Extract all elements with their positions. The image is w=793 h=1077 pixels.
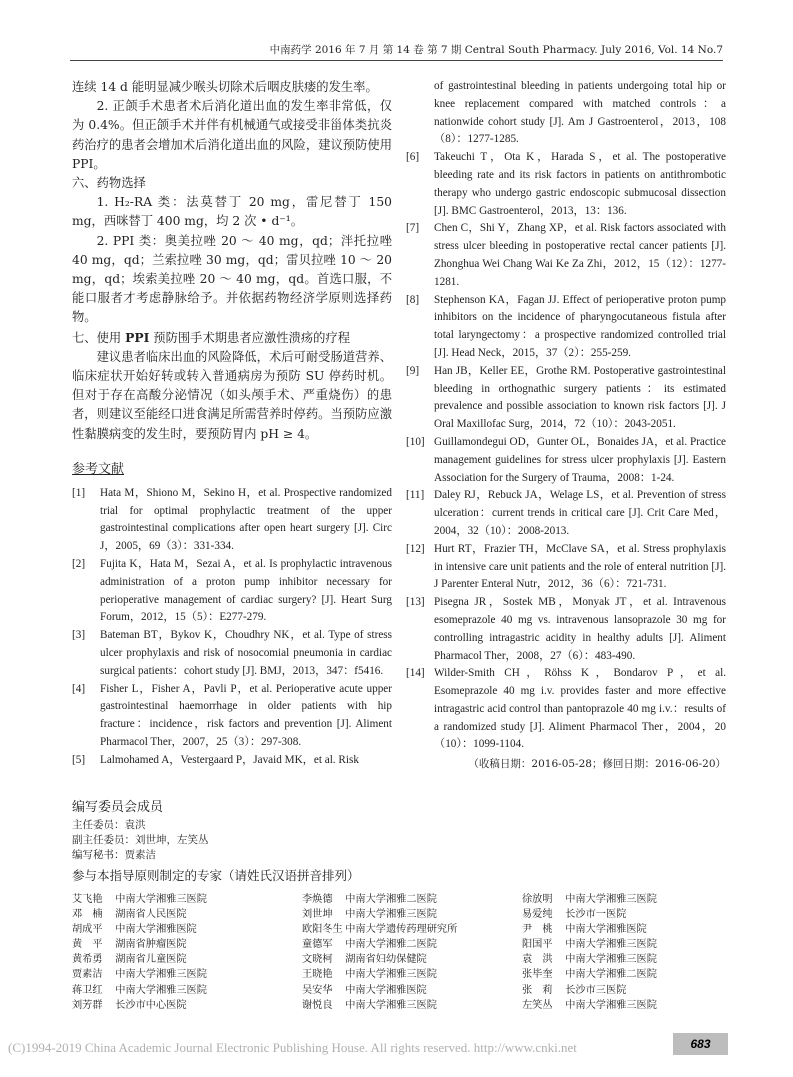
expert-entry [72, 983, 302, 998]
expert-entry [302, 967, 522, 982]
expert-name: 蒋卫红 [72, 984, 103, 996]
experts-title: 参与本指导原则制定的专家（请姓氏汉语拼音排列） [72, 868, 360, 883]
expert-organization: 湖南省人民医院 [115, 909, 187, 921]
expert-name: 左笑丛 [522, 999, 553, 1011]
reference-text: Fujita K，Hata M，Sezai A，et al. Is prophylactic intravenous administration of a proton pump inhibitor necessary for perioperative management of cardiac surgery? [J]. Heart Surg Forum，2012，15（5）：E277-279. [100, 558, 392, 624]
reference-item [72, 556, 392, 627]
editor-chair: 主任委员：袁洪 [72, 819, 146, 831]
experts-grid [72, 892, 732, 1013]
expert-entry [522, 983, 722, 998]
section-7-post: 预防围手术期患者应激性溃疡的疗程 [149, 330, 351, 345]
reference-text: Fisher L，Fisher A，Pavli P，et al. Perioperative acute upper gastrointestinal haemorrhage in older patients with hip fracture：incidence，risk factors and prevention [J]. Aliment Pharmacol Ther，2007，25（3）：297-308. [100, 682, 392, 749]
page-number: 683 [673, 1033, 728, 1055]
reference-item [406, 434, 726, 487]
expert-name: 刘世坤 [302, 909, 333, 921]
reference-text: Chen C，Shi Y，Zhang XP，et al. Risk factors associated with stress ulcer bleeding in postoperative rectal cancer patients [J]. Zhonghua Wei Chang Wai Ke Za Zhi，2012，15（12）：1277-1281. [434, 222, 726, 288]
reference-item [406, 541, 726, 594]
reference-number: [10] [406, 435, 425, 448]
expert-entry [522, 922, 722, 937]
paragraph-2: 2. 正颌手术患者术后消化道出血的发生率非常低，仅为 0.4%。但正颌手术并伴有机械通气或接受非甾体类抗炎药治疗的患者会增加术后消化道出血的风险，建议预防使用 PPI。 [72, 99, 392, 171]
editor-vice: 副主任委员：刘世坤，左笑丛 [72, 834, 209, 846]
expert-organization: 中南大学湘雅三医院 [565, 894, 657, 905]
reference-number: [14] [406, 667, 425, 680]
reference-text: of gastrointestinal bleeding in patients undergoing total hip or knee replacement compared with matched controls：a nationwide cohort study [J]. Am J Gastroenterol，2013，108（8）：1277-1285. [434, 80, 726, 146]
expert-entry [72, 952, 302, 967]
expert-organization: 中南大学湘雅三医院 [565, 954, 657, 966]
expert-name: 童德军 [302, 939, 333, 951]
expert-entry [522, 952, 722, 967]
reference-text: Bateman BT，Bykov K，Choudhry NK，et al. Type of stress ulcer prophylaxis and risk of nosocomial pneumonia in cardiac surgical patients：cohort study [J]. BMJ，2013，347：f5416. [100, 629, 392, 677]
reference-number: [1] [72, 486, 86, 499]
expert-entry [522, 937, 722, 952]
editorial-title: 编写委员会成员 [72, 800, 164, 815]
expert-entry [522, 907, 722, 922]
expert-name: 刘芳群 [72, 999, 103, 1011]
expert-organization: 湖南省肿瘤医院 [115, 939, 187, 951]
reference-item [406, 220, 726, 291]
reference-text: Wilder-Smith CH，Röhss K，Bondarov P，et al. Esomeprazole 40 mg i.v. provides faster and more effective intragastric acid control than pantoprazole 40 mg i.v.：results of a randomized study [J]. Aliment Pharmacol Ther，2004，20（10）：1099-1104. [434, 667, 726, 751]
running-header: 中南药学 2016 年 7 月 第 14 卷 第 7 期 Central South Pharmacy. July 2016, Vol. 14 No.7 [269, 44, 723, 56]
expert-organization: 中南大学湘雅三医院 [115, 894, 207, 905]
expert-organization: 中南大学湘雅三医院 [565, 939, 657, 951]
references-title: 参考文献 [72, 461, 125, 477]
expert-name: 黄希勇 [72, 954, 103, 966]
reference-item [406, 363, 726, 434]
references-left [72, 485, 392, 770]
editor-secretary: 编写秘书：贾素洁 [72, 849, 156, 861]
expert-entry [522, 892, 722, 907]
expert-name: 胡成平 [72, 924, 103, 936]
reference-text: Takeuchi T，Ota K，Harada S，et al. The postoperative bleeding rate and its risk factors in patients on antithrombotic therapy who undergo gastric endoscopic submucosal dissection [J]. BMC Gastroenterol，2013，13：136. [434, 151, 726, 217]
expert-entry [522, 998, 722, 1013]
expert-entry [72, 907, 302, 922]
expert-organization: 中南大学湘雅三医院 [115, 984, 207, 996]
expert-entry [72, 937, 302, 952]
reference-text: Han JB，Keller EE，Grothe RM. Postoperative gastrointestinal bleeding in orthognathic surgery patients：its estimated prevalence and possible association to known risk factors [J]. J Oral Maxillofac Surg，2014，72（10）：2043-2051. [434, 364, 726, 431]
section-7-heading [72, 328, 392, 348]
expert-organization: 中南大学湘雅医院 [115, 924, 197, 936]
reference-text: Hurt RT，Frazier TH，McClave SA，et al. Stress prophylaxis in intensive care unit patients and the role of enteral nutrition [J]. J Parenter Enteral Nutr，2012，36（6）：721-731. [434, 542, 726, 591]
expert-name: 阳国平 [522, 939, 553, 951]
expert-name: 文晓柯 [302, 954, 333, 966]
expert-organization: 长沙市一医院 [565, 909, 627, 921]
copyright-footer: (C)1994-2019 China Academic Journal Electronic Publishing House. All rights reserved. http://www.cnki.net [8, 1040, 577, 1055]
reference-item [72, 681, 392, 752]
expert-name: 谢悦良 [302, 999, 333, 1011]
reference-text: Stephenson KA，Fagan JJ. Effect of perioperative proton pump inhibitors on the incidence of pharyngocutaneous fistula after total laryngectomy：a prospective randomized controlled trial [J]. Head Neck，2015，37（2）：255-259. [434, 293, 726, 359]
expert-entry [522, 967, 722, 982]
reference-text: Hata M，Shiono M，Sekino H，et al. Prospective randomized trial for optimal prophylactic treatment of the upper gastrointestinal complications after open heart surgery [J]. Circ J，2005，69（3）：331-334. [100, 486, 392, 553]
expert-organization: 长沙市中心医院 [115, 999, 187, 1011]
expert-organization: 中南大学湘雅医院 [345, 984, 427, 996]
expert-entry [72, 967, 302, 982]
expert-name: 张 莉 [522, 984, 553, 996]
reference-text: Guillamondegui OD，Gunter OL，Bonaides JA，et al. Practice management guidelines for stress ulcer prophylaxis [J]. Eastern Association for the Surgery of Trauma，2008：1-24. [434, 435, 726, 484]
reference-number: [6] [406, 151, 420, 164]
reference-item [406, 594, 726, 665]
expert-organization: 中南大学湘雅三医院 [115, 969, 207, 981]
expert-name: 袁 洪 [522, 954, 553, 966]
expert-entry [302, 907, 522, 922]
expert-entry [302, 937, 522, 952]
expert-organization: 中南大学湘雅二医院 [345, 894, 437, 905]
reference-item [406, 292, 726, 363]
left-column [72, 78, 392, 770]
expert-entry [302, 892, 522, 907]
expert-organization: 中南大学湘雅三医院 [345, 909, 437, 921]
reference-number: [2] [72, 558, 86, 571]
experts-list [72, 866, 732, 1013]
reference-text: Lalmohamed A，Vestergaard P，Javaid MK，et al. Risk [100, 753, 359, 766]
expert-organization: 中南大学湘雅三医院 [565, 999, 657, 1011]
reference-number: [13] [406, 596, 425, 609]
expert-name: 黄 平 [72, 939, 103, 951]
paragraph-4: 2. PPI 类：奥美拉唑 20 ～ 40 mg，qd；泮托拉唑 40 mg，qd；兰索拉唑 30 mg，qd；雷贝拉唑 10 ～ 20 mg，qd；埃索美拉唑 20 ～ 40 mg，qd。首选口服，不能口服者才考虑静脉给予。并依据药物经济学原则选择药物。 [72, 233, 392, 325]
reference-number: [8] [406, 293, 420, 306]
expert-entry [72, 998, 302, 1013]
reference-number: [4] [72, 682, 86, 695]
expert-organization: 中南大学湘雅三医院 [345, 999, 437, 1011]
expert-entry [302, 952, 522, 967]
reference-text: Pisegna JR，Sostek MB，Monyak JT，et al. Intravenous esomeprazole 40 mg vs. intravenous lansoprazole 30 mg for controlling intragastric acidity in healthy adults [J]. Aliment Pharmacol Ther，2008，27（6）：483-490. [434, 596, 726, 662]
expert-name: 王晓艳 [302, 969, 333, 981]
reference-number: [12] [406, 542, 425, 555]
expert-entry [302, 983, 522, 998]
reference-number [406, 78, 434, 149]
paragraph-3: 1. H₂-RA 类：法莫替丁 20 mg，雷尼替丁 150 mg，西咪替丁 400 mg，均 2 次 • d⁻¹。 [72, 195, 392, 229]
expert-organization: 中南大学湘雅三医院 [345, 969, 437, 981]
expert-entry [302, 922, 522, 937]
expert-name: 尹 桃 [522, 924, 553, 936]
expert-name: 李焕德 [302, 894, 333, 905]
received-date: （收稿日期：2016-05-28；修回日期：2016-06-20） [468, 758, 726, 771]
reference-item [72, 752, 392, 770]
expert-name: 邓 楠 [72, 909, 103, 921]
expert-name: 吴安华 [302, 984, 333, 996]
right-column [406, 78, 726, 771]
references-right [406, 78, 726, 754]
expert-name: 欧阳冬生 [302, 924, 343, 936]
expert-entry [72, 922, 302, 937]
paragraph-5: 建议患者临床出血的风险降低，术后可耐受肠道营养、临床症状开始好转或转入普通病房为预防 SU 停药时机。但对于存在高酸分泌情况（如头颅手术、严重烧伤）的患者，则建议至能经口进食满足所需营养时停药。当预防应激性黏膜病变的发生时，要预防胃内 pH ≥ 4。 [72, 349, 392, 441]
expert-organization: 中南大学湘雅二医院 [565, 969, 657, 981]
expert-name: 艾飞艳 [72, 894, 103, 905]
editorial-committee [72, 796, 732, 863]
expert-organization: 湖南省妇幼保健院 [345, 954, 427, 966]
reference-number: [5] [72, 753, 86, 766]
paragraph-1: 连续 14 d 能明显减少喉头切除术后咽皮肤瘘的发生率。 [72, 80, 378, 94]
section-7-pre: 七、使用 [72, 330, 126, 345]
reference-item [406, 487, 726, 540]
reference-item [406, 665, 726, 754]
reference-number: [7] [406, 222, 420, 235]
header-rule [70, 60, 723, 61]
expert-name: 贾素洁 [72, 969, 103, 981]
expert-organization: 中南大学湘雅医院 [565, 924, 647, 936]
expert-name: 张毕奎 [522, 969, 553, 981]
reference-item [406, 149, 726, 220]
reference-number: [11] [406, 489, 425, 502]
reference-number: [3] [72, 629, 86, 642]
expert-name: 徐放明 [522, 894, 553, 905]
reference-item [72, 485, 392, 556]
section-7-bold: PPI [125, 329, 150, 345]
reference-number: [9] [406, 364, 420, 377]
reference-item [72, 627, 392, 680]
reference-text: Daley RJ，Rebuck JA，Welage LS，et al. Prevention of stress ulceration：current trends in critical care [J]. Crit Care Med，2004，32（10）：2008-2013. [434, 489, 726, 537]
expert-name: 易爱纯 [522, 909, 553, 921]
expert-entry [72, 892, 302, 907]
expert-organization: 中南大学湘雅二医院 [345, 939, 437, 951]
expert-organization: 长沙市三医院 [565, 984, 627, 996]
expert-entry [302, 998, 522, 1013]
section-6-heading: 六、药物选择 [72, 176, 146, 191]
reference-item [406, 78, 726, 149]
expert-organization: 湖南省儿童医院 [115, 954, 187, 966]
expert-organization: 中南大学遗传药理研究所 [345, 924, 458, 936]
